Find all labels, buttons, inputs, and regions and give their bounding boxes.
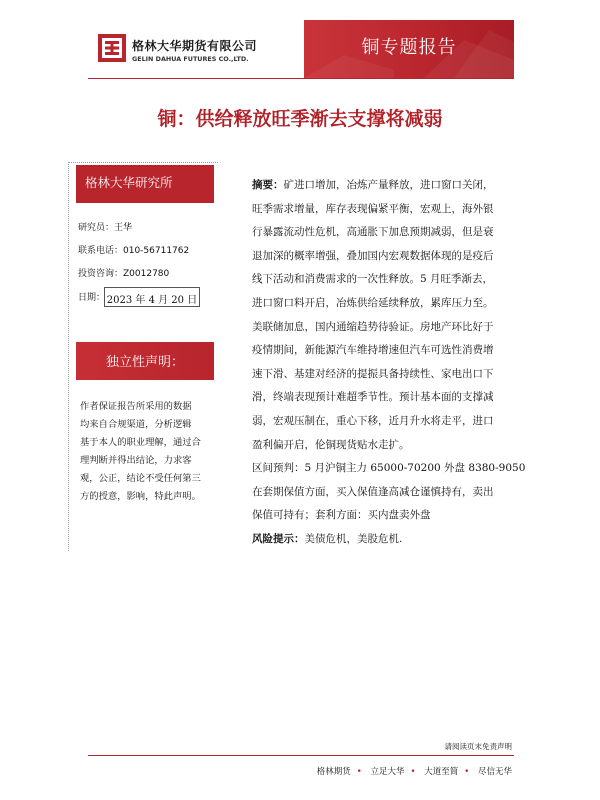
contact-phone: 联系电话：010-56711762 [78, 246, 190, 256]
institute-header [76, 165, 214, 203]
report-type-banner [304, 20, 514, 78]
summary-line: 退加深的概率增强，叠加国内宏观数据体现的是疫后 [252, 249, 494, 262]
forecast-line: 保值可持有；套利方面：买内盘卖外盘 [252, 509, 431, 522]
summary-line: 盈利偏开启，伦铜现货贴水走扩。 [252, 438, 410, 451]
statement-line: 理判断并得出结论，力求客 [80, 455, 192, 466]
summary-section [252, 174, 532, 552]
slogan-item: 尽信无华 [477, 767, 512, 777]
independence-statement [80, 398, 214, 506]
slogan-item: 立足大华 [370, 767, 405, 777]
statement-line: 方的授意，影响，特此声明。 [80, 491, 201, 502]
document-title: 铜：供给释放旺季渐去支撑将减弱 [157, 108, 443, 130]
summary-first-line [252, 174, 532, 198]
footer-disclaimer: 请阅读页末免责声明 [444, 742, 512, 751]
company-logo [88, 20, 304, 78]
banner-title: 铜专题报告 [361, 37, 457, 58]
forecast-line: 区间预判：5 月沪铜主力 65000-70200 外盘 8380-9050 [252, 462, 526, 475]
company-logo-icon [97, 33, 127, 63]
slogan-item: 格林期货 [316, 767, 351, 777]
summary-line: 进口窗口料开启，冶炼供给延续释放，累库压力至。 [252, 296, 494, 309]
summary-label: 摘要： [252, 179, 284, 191]
statement-line: 基于本人的职业理解，通过合 [80, 437, 201, 448]
risk-line [252, 528, 532, 552]
slogan-item: 大道至简 [424, 767, 459, 777]
summary-line: 美联储加息，国内通缩趋势待验证。房地产环比好于 [252, 320, 494, 333]
independence-title: 独立性声明： [105, 355, 184, 370]
footer-divider [88, 755, 514, 756]
summary-line: 线下活动和消费需求的一次性释放。5 月旺季渐去， [252, 273, 494, 286]
institute-name: 格林大华研究所 [85, 175, 173, 190]
summary-line: 旺季需求增量，库存表现偏紧平衡，宏观上，海外银 [252, 202, 494, 215]
statement-line: 作者保证报告所采用的数据 [80, 401, 192, 412]
risk-text: 美债危机，美股危机. [304, 532, 403, 545]
risk-label: 风险提示： [252, 532, 305, 545]
slogan-separator-icon: • [410, 767, 416, 777]
date-label: 日期： [78, 293, 106, 303]
summary-line: 速下滑、基建对经济的提振具备持续性、家电出口下 [252, 367, 494, 380]
company-name-en: GELIN DAHUA FUTURES CO.,LTD. [132, 55, 249, 63]
report-date: 2023 年 4 月 20 日 [106, 295, 198, 306]
header-divider [88, 78, 514, 79]
slogan-separator-icon: • [356, 767, 362, 777]
sidebar-panel [68, 162, 218, 722]
summary-line: 行暴露流动性危机，高通胀下加息预期减弱，但是衰 [252, 226, 494, 239]
researcher-name: 研究员：王华 [78, 223, 133, 233]
report-header [88, 20, 514, 78]
independence-header [76, 342, 214, 380]
statement-line: 观，公正，结论不受任何第三 [80, 473, 201, 484]
date-box [104, 287, 200, 307]
statement-line: 均来自合规渠道，分析逻辑 [80, 419, 192, 430]
summary-line: 矿进口增加，冶炼产量释放，进口窗口关闭， [283, 179, 494, 191]
forecast-line: 在套期保值方面，买入保值逢高减仓谨慎持有，卖出 [252, 485, 494, 498]
summary-line: 滑，终端表现预计难超季节性。预计基本面的支撑减 [252, 391, 494, 404]
slogan-separator-icon: • [464, 767, 470, 777]
company-name-cn: 格林大华期货有限公司 [132, 39, 258, 53]
footer-slogans [311, 765, 512, 777]
summary-line: 疫情期间，新能源汽车维持增速但汽车可选性消费增 [252, 344, 494, 357]
license-number: 投资咨询：Z0012780 [78, 269, 170, 279]
summary-line: 弱，宏观压制在，重心下移，近月升水将走平，进口 [252, 414, 494, 427]
